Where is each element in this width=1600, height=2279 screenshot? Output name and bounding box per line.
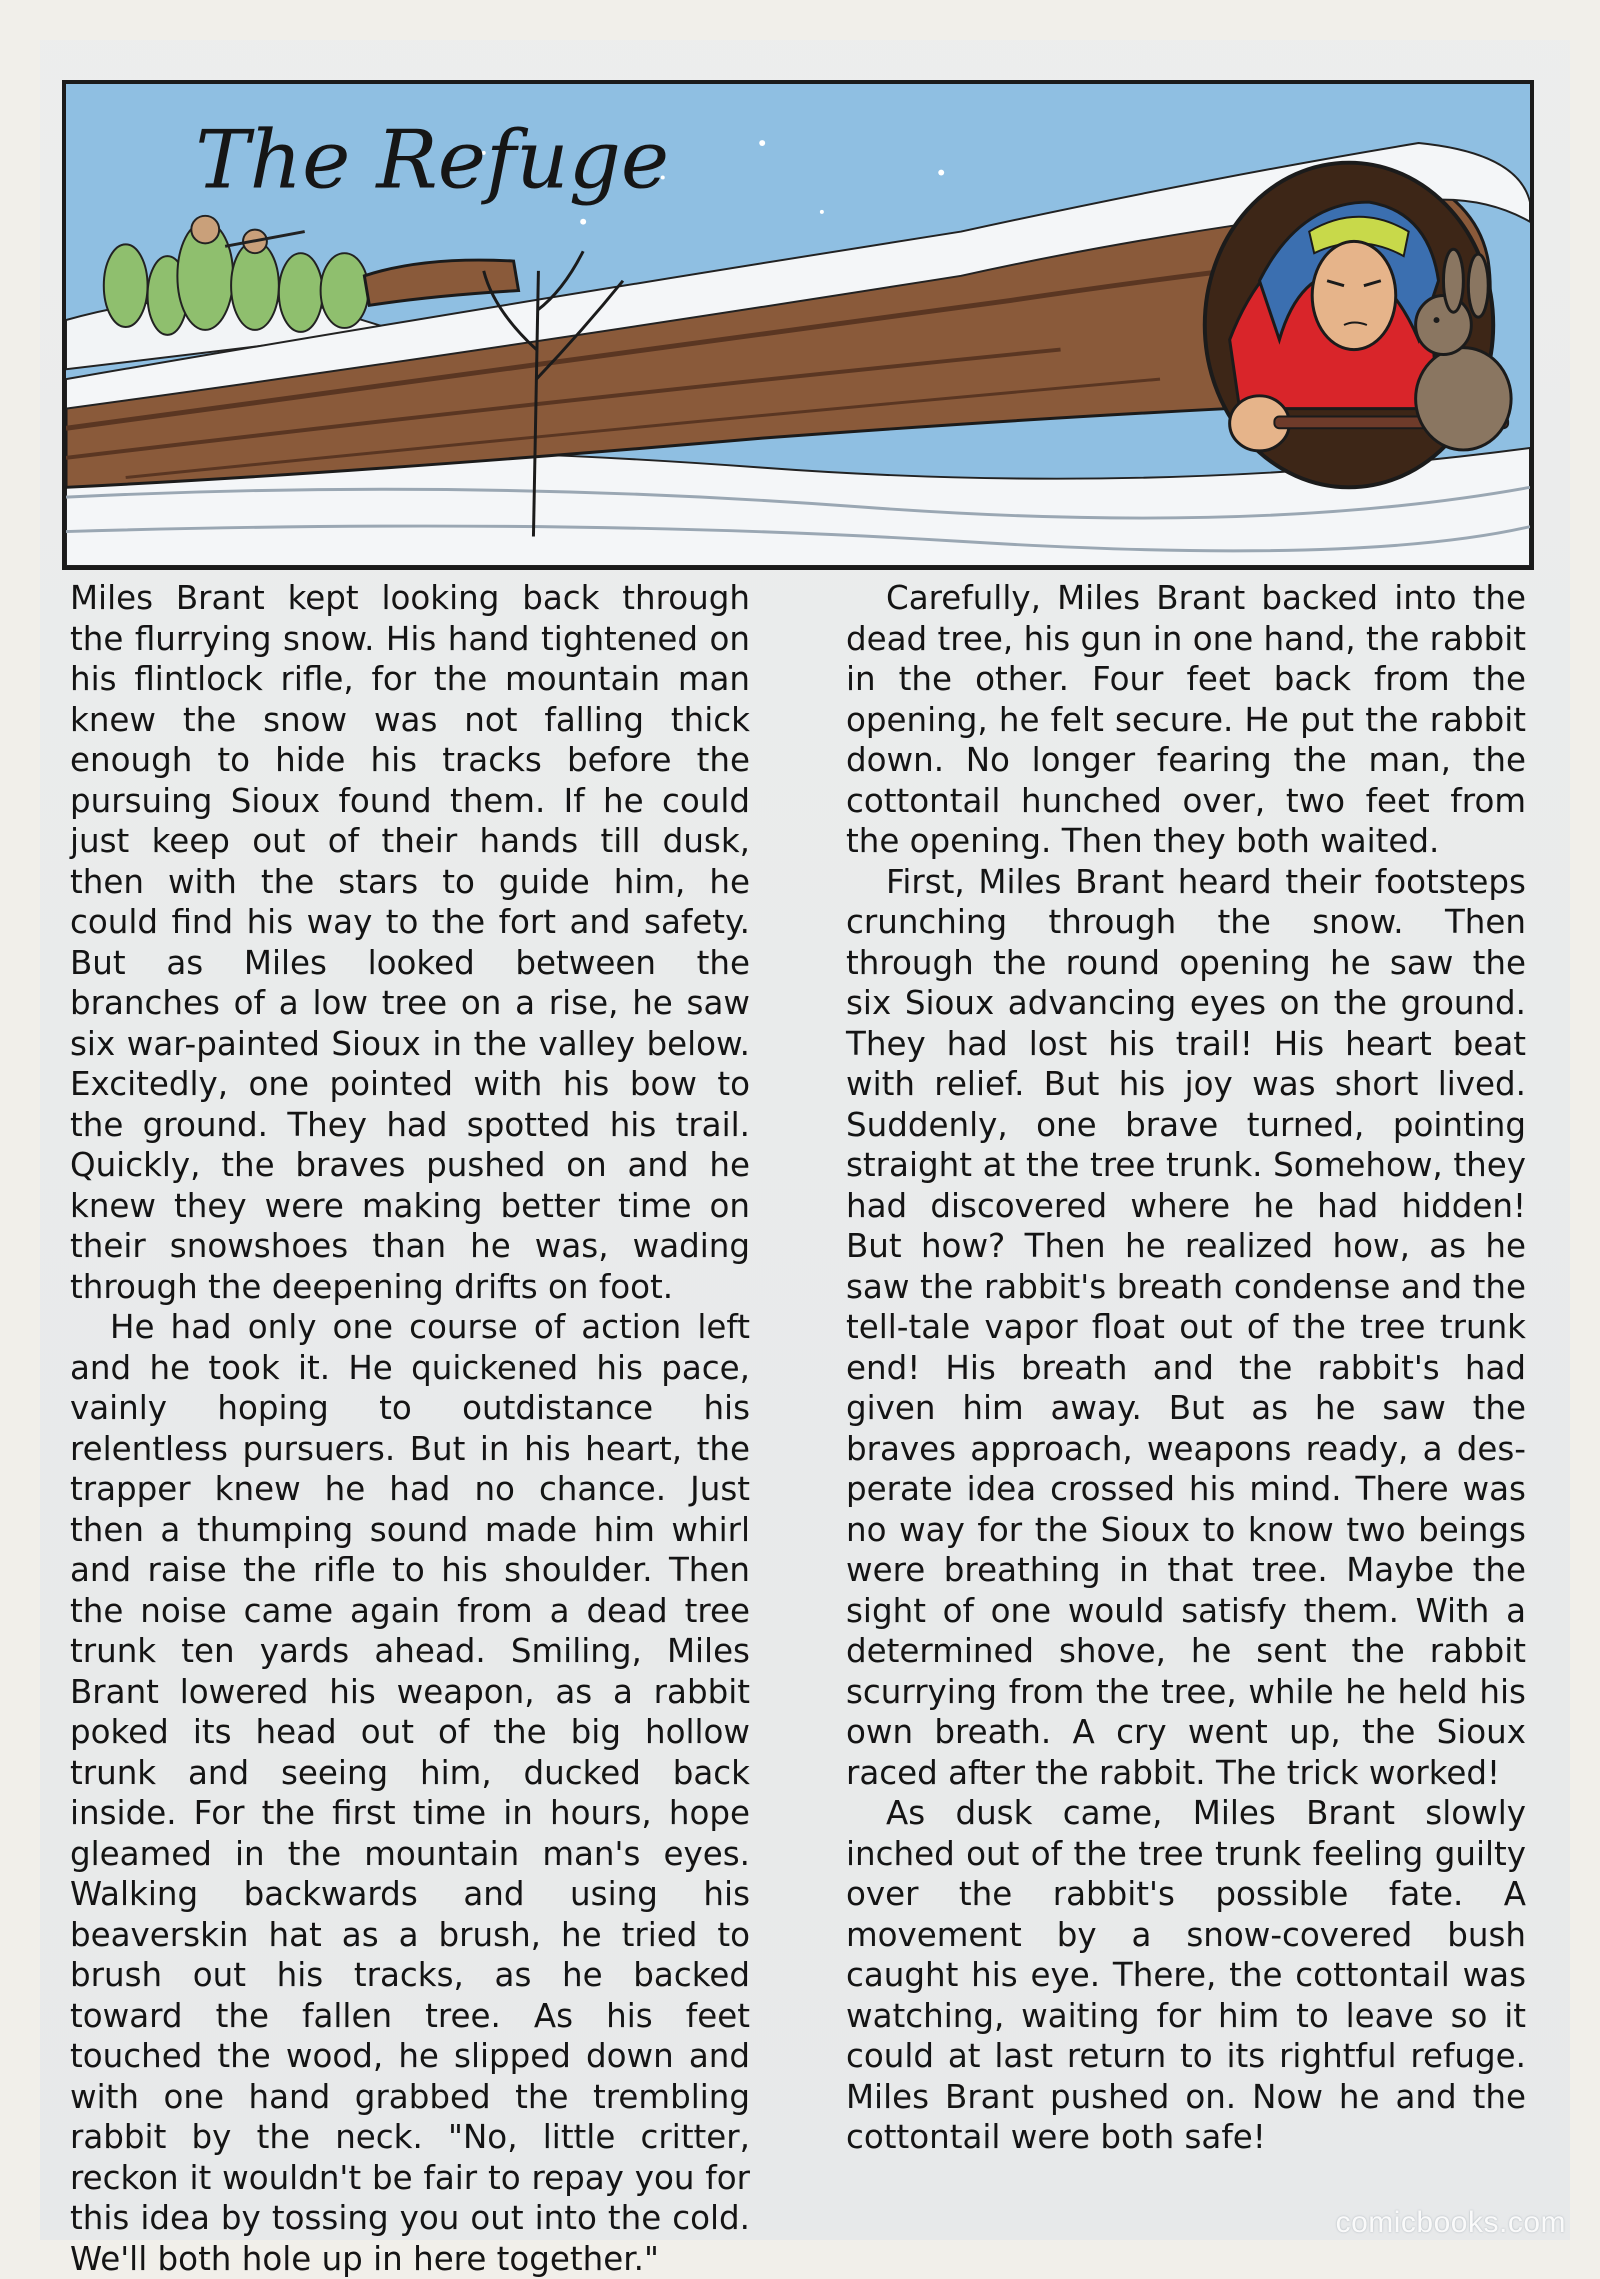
watermark: comicbooks.com	[1335, 2206, 1566, 2239]
refuge-illustration	[66, 84, 1530, 566]
story-column-left	[70, 578, 750, 2279]
story-paragraph: First, Miles Brant heard their footsteps crunching through the snow. Then through the round opening he saw the six Sioux advancing eyes on the ground. They had lost his trail! His heart beat with relief. But his joy was short lived. Suddenly, one brave turned, pointing straight at the tree trunk. Somehow, they had discovered where he had hidden! But how? Then he realized how, as he saw the rabbit's breath condense and the tell-tale vapor float out of the tree trunk end! His breath and the rabbit's had given him away. But as he saw the braves approach, weapons ready, a desperate idea crossed his mind. There was no way for the Sioux to know two beings were breathing in that tree. Maybe the sight of one would satisfy them. With a determined shove, he sent the rabbit scurrying from the tree, while he held his own breath. A cry went up, the Sioux raced after the rabbit. The trick worked!	[846, 862, 1526, 1792]
story-paragraph: Miles Brant kept looking back through the flurrying snow. His hand tightened on his flintlock rifle, for the mountain man knew the snow was not falling thick enough to hide his tracks before the pursuing Sioux found them. If he could just keep out of their hands till dusk, then with the stars to guide him, he could find his way to the fort and safety. But as Miles looked between the branches of a low tree on a rise, he saw six war-painted Sioux in the valley below. Excitedly, one pointed with his bow to the ground. They had spotted his trail. Quickly, the braves pushed on and he knew they were making better time on their snowshoes than he was, wading through the deepening drifts on foot.	[70, 579, 750, 1306]
story-column-right	[846, 578, 1526, 2158]
story-paragraph: Carefully, Miles Brant backed into the dead tree, his gun in one hand, the rabbit in the other. Four feet back from the opening, he felt secure. He put the rabbit down. No longer fearing the man, the cottontail hunched over, two feet from the opening. Then they both waited.	[846, 579, 1526, 860]
illustration-panel	[62, 80, 1534, 570]
story-paragraph: He had only one course of action left and he took it. He quickened his pace, vainly hoping to outdistance his relentless pursuers. But in his heart, the trapper knew he had no chance. Just then a thumping sound made him whirl and raise the rifle to his shoulder. Then the noise came again from a dead tree trunk ten yards ahead. Smiling, Miles Brant lowered his weapon, as a rabbit poked its head out of the big hollow trunk and seeing him, ducked back inside. For the first time in hours, hope gleamed in the mountain man's eyes. Walking backwards and using his beaverskin hat as a brush, he tried to brush out his tracks, as he backed toward the fallen tree. As his feet touched the wood, he slipped down and with one hand grabbed the trembling rabbit by the neck. "No, little critter, reckon it wouldn't be fair to repay you for this idea by tossing you out into the cold. We'll both hole up in here together."	[70, 1308, 750, 2278]
story-paragraph: As dusk came, Miles Brant slowly inched out of the tree trunk feeling guilty over the rabbit's possible fate. A movement by a snow-covered bush caught his eye. There, the cottontail was watching, waiting for him to leave so it could at last return to its rightful refuge. Miles Brant pushed on. Now he and the cottontail were both safe!	[846, 1794, 1526, 2156]
panel-title: The Refuge	[195, 113, 670, 208]
